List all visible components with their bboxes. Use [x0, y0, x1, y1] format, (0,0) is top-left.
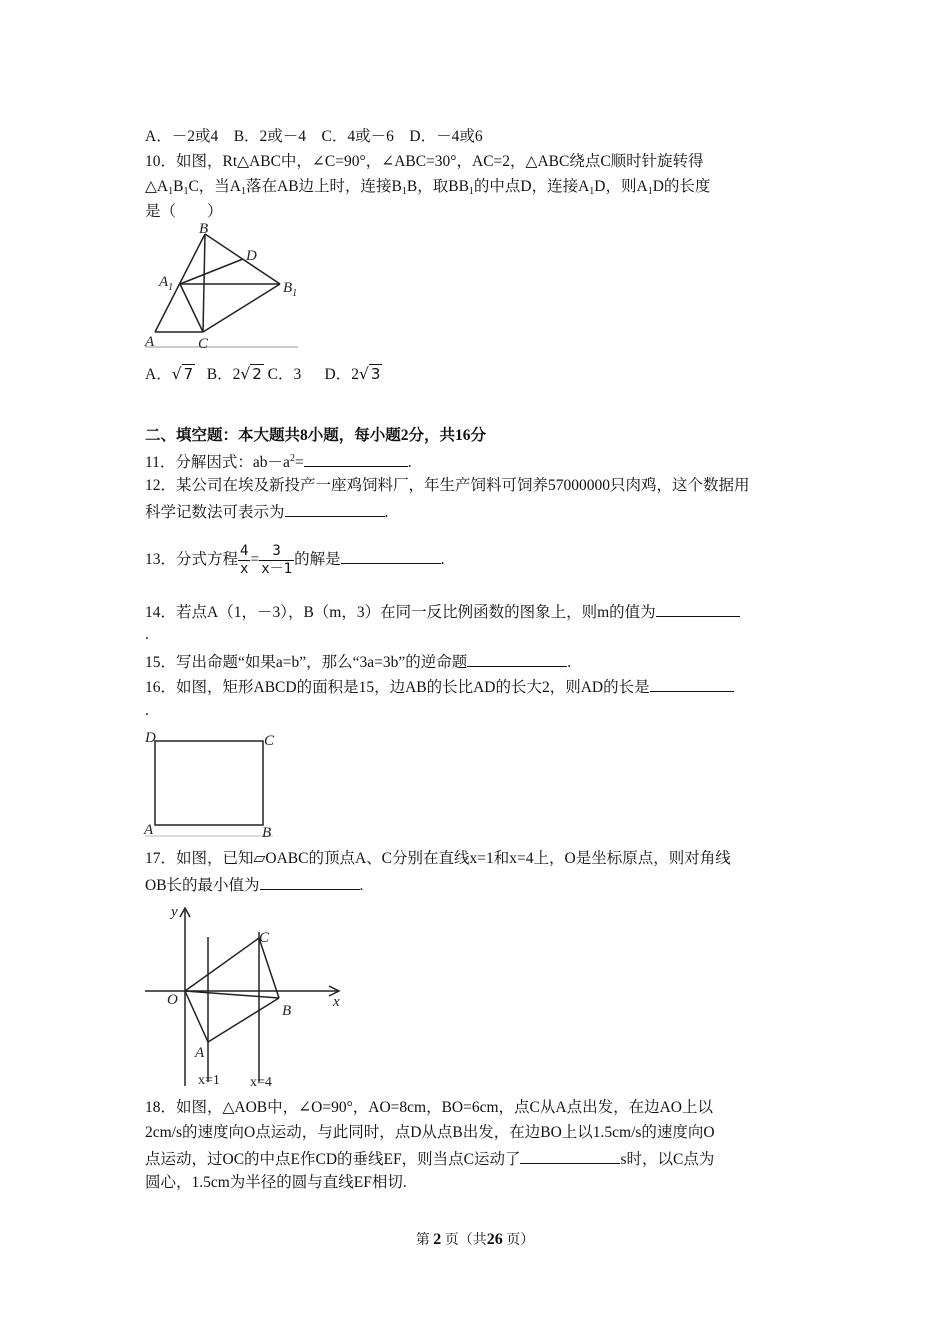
q10-label-b1: $B_1$: [283, 280, 298, 299]
q11: 11．分解因式：$ab-a^2=$ .: [145, 453, 412, 471]
q13-fraction-2: $\frac{3}{x-1}$: [261, 542, 293, 577]
q18-line4: 圆心，1.5cm为半径的圆与直线EF相切.: [145, 1174, 407, 1191]
q17-seg-cb: [259, 938, 279, 998]
q10-figure: [143, 222, 303, 350]
q16-line2: .: [145, 702, 149, 719]
q18-line3: 点运动，过OC的中点E作CD的垂线EF，则当点C运动了 s时，以C点为: [145, 1148, 714, 1170]
q10-options: A．√ 7 B．2√ 2 C．3 D．2√ 3: [145, 365, 381, 383]
q14-line1: 14．若点A（1，－3），B（m，3）在同一反比例函数的图象上，则m的值为: [145, 601, 740, 623]
q10-seg-cb1: [203, 284, 280, 332]
q16-label-a: A: [144, 822, 154, 838]
q10-line1: 10．如图，Rt△ABC中，∠C=90°，∠ABC=30°，AC=2，△ABC绕点C顺时针旋转得: [145, 153, 704, 170]
q14-line2: .: [145, 626, 149, 643]
q17-blank: [260, 874, 360, 890]
q10-label-a1: $A_1$: [159, 274, 174, 293]
footer-page-number: 2: [433, 1231, 442, 1248]
q12-blank: [285, 501, 385, 517]
q18-line1: 18．如图，△AOB中，∠O=90°，AO=8cm，BO=6cm，点C从A点出发，在边AO上以: [145, 1099, 713, 1116]
q18-line2: 2cm/s的速度向O点运动，与此同时，点D从点B出发，在边BO上以1.5cm/s的速度向O: [145, 1124, 715, 1141]
q10-label-a: A: [145, 334, 155, 350]
q17-label-b: B: [282, 1003, 292, 1019]
q17-label-x4: x=4: [250, 1075, 272, 1090]
q17-seg-oc: [185, 938, 259, 991]
q16-label-b: B: [262, 825, 272, 841]
q9-options: A．－2或4 B．2或－4 C．4或－6 D．－4或6: [145, 128, 483, 145]
q17-label-y: y: [171, 904, 178, 920]
q16-line1: 16．如图，矩形ABCD的面积是15，边AB的长比AD的长大2，则AD的长是: [145, 676, 734, 698]
q10-seg-a1d: [180, 259, 243, 284]
q17-label-a: A: [195, 1045, 205, 1061]
q15: 15．写出命题“如果a=b”，那么“3a=3b”的逆命题 .: [145, 651, 571, 673]
q16-blank: [650, 676, 734, 692]
q18-blank: [520, 1148, 620, 1164]
q13: 13．分式方程 $\frac{4}{x}$ = $\frac{3}{x-1}$ 的解是 .: [145, 542, 445, 577]
q10-line3: 是（ ）: [145, 203, 223, 220]
q13-blank: [341, 548, 441, 564]
q14-blank: [656, 601, 740, 617]
q12-line1: 12．某公司在埃及新投产一座鸡饲料厂，年生产饲料可饲养57000000只肉鸡，这个数据用: [145, 477, 750, 494]
footer-total-pages: 26: [486, 1231, 503, 1248]
q17-seg-ao: [185, 991, 208, 1042]
q10-seg-bc: [203, 234, 205, 332]
q10-label-b: B: [199, 222, 209, 237]
q17-label-x1: x=1: [198, 1073, 220, 1088]
q16-label-c: C: [264, 733, 275, 749]
q17-label-c: C: [259, 930, 270, 946]
page-footer: 第 2 页（共26 页）: [415, 1231, 535, 1248]
q16-rectangle: [155, 741, 263, 825]
q10-label-d: D: [246, 248, 257, 264]
q10-line2: $\triangle A_1B_1C$，当$A_1$落在AB边上时，连接$B_1B$，取$BB_1$的中点D，连接$A_1D$，则$A_1D$的长度: [145, 178, 711, 197]
q17-seg-ba: [208, 998, 279, 1042]
q17-seg-ob: [185, 991, 279, 998]
q11-blank: [304, 451, 408, 467]
q17-line1: 17．如图，已知▱OABC的顶点A、C分别在直线x=1和x=4上，O是坐标原点，则对角线: [145, 850, 731, 867]
q17-label-o: O: [167, 992, 178, 1008]
q16-label-d: D: [145, 730, 156, 746]
q13-fraction-1: $\frac{4}{x}$: [240, 542, 249, 577]
q17-figure: [143, 902, 348, 1090]
q17-label-x: x: [333, 994, 340, 1010]
q17-line2: OB长的最小值为 .: [145, 874, 363, 896]
section2-title: 二、填空题：本大题共8小题，每小题2分，共16分: [145, 427, 487, 444]
q12-line2: 科学记数法可表示为 .: [145, 501, 388, 523]
q16-figure: [143, 726, 278, 841]
q10-label-c: C: [198, 336, 209, 350]
q15-blank: [467, 651, 567, 667]
q10-seg-a1c: [180, 284, 203, 332]
